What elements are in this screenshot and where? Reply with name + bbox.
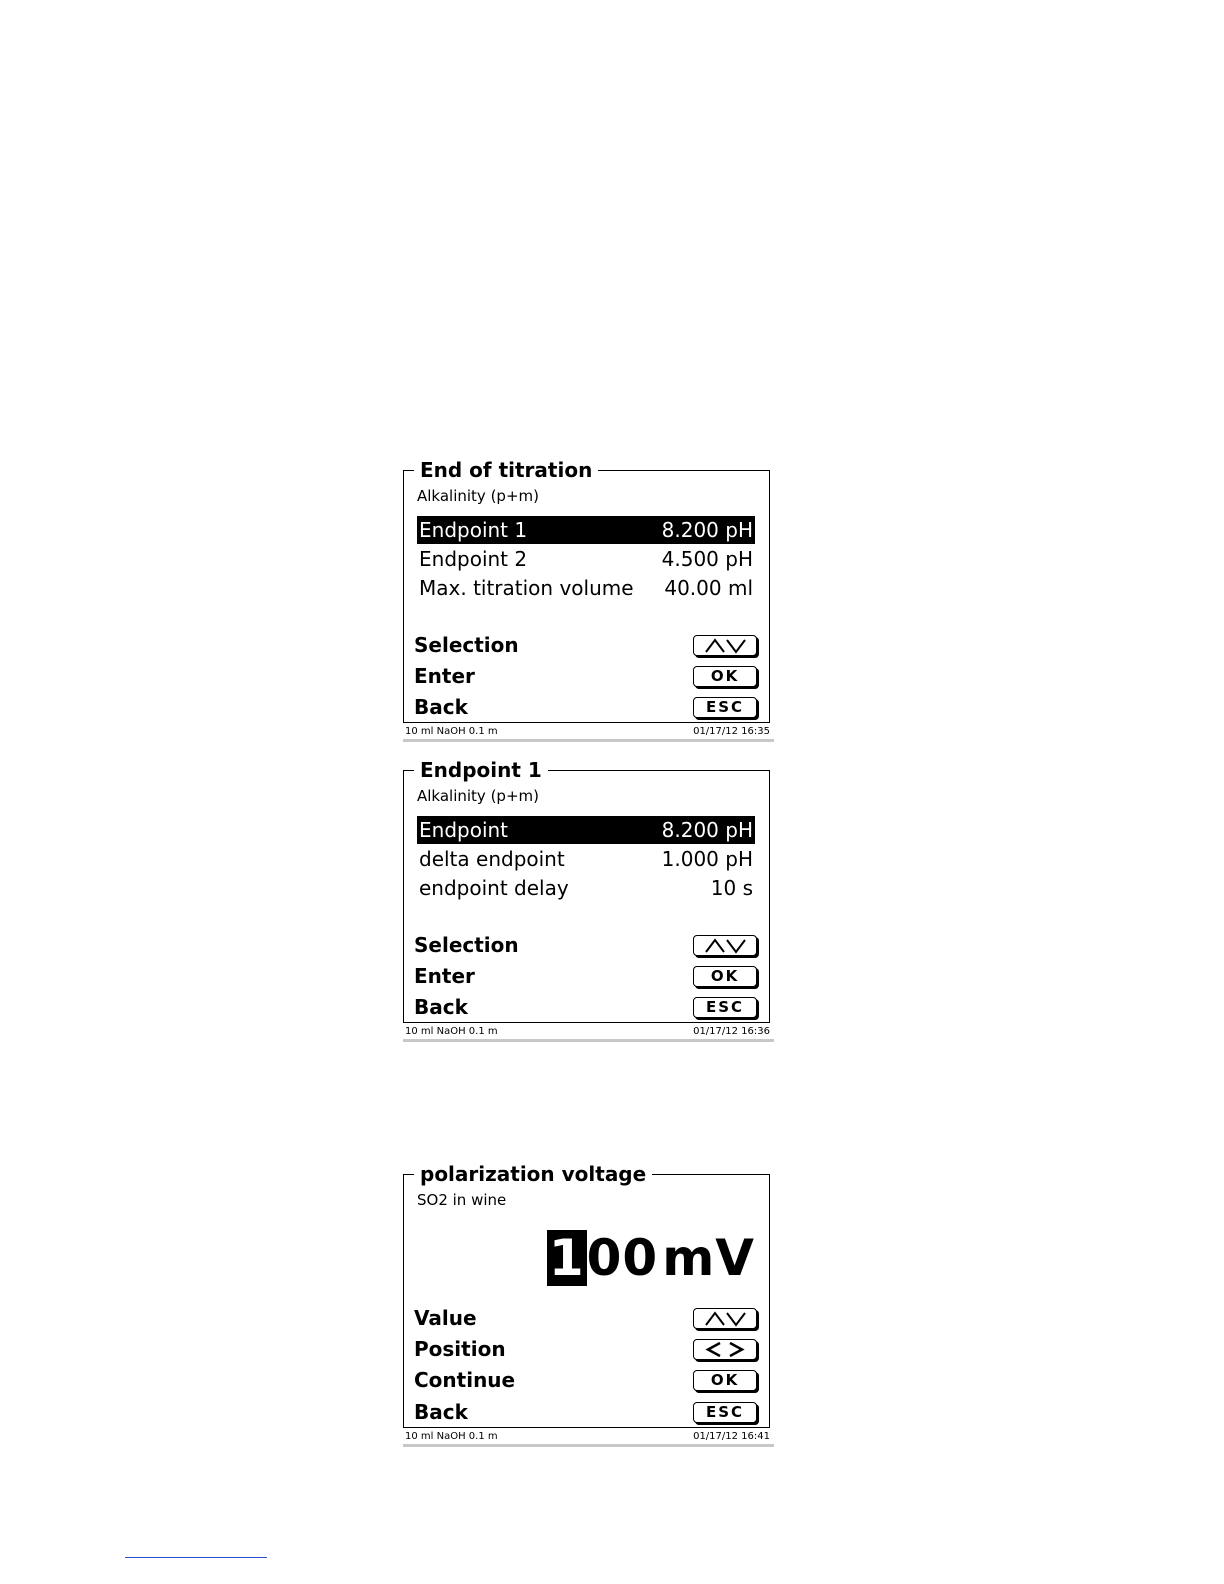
status-reagent: 10 ml NaOH 0.1 m xyxy=(405,1431,498,1442)
ok-button[interactable]: OK xyxy=(693,1370,757,1391)
status-bar xyxy=(403,1430,774,1447)
param-label: endpoint delay xyxy=(419,876,569,900)
up-down-button[interactable] xyxy=(693,635,757,656)
up-down-arrows-icon xyxy=(700,1310,750,1327)
esc-button[interactable]: ESC xyxy=(693,1402,757,1423)
param-value: 1.000 pH xyxy=(661,847,753,871)
status-datetime: 01/17/12 16:36 xyxy=(693,1026,770,1037)
status-reagent: 10 ml NaOH 0.1 m xyxy=(405,1026,498,1037)
status-datetime: 01/17/12 16:41 xyxy=(693,1431,770,1442)
key-label-enter: Enter xyxy=(414,664,475,688)
key-label-value: Value xyxy=(414,1306,477,1330)
key-label-back: Back xyxy=(414,695,468,719)
key-label-position: Position xyxy=(414,1337,506,1361)
param-row-endpoint-2[interactable] xyxy=(417,545,755,573)
esc-button[interactable]: ESC xyxy=(693,997,757,1018)
esc-button[interactable]: ESC xyxy=(693,697,757,718)
key-label-back: Back xyxy=(414,1400,468,1424)
param-row-delta-endpoint[interactable] xyxy=(417,845,755,873)
status-bar xyxy=(403,1025,774,1042)
value-digits: 00 xyxy=(586,1229,659,1287)
up-down-arrows-icon xyxy=(700,637,750,654)
param-value: 10 s xyxy=(710,876,753,900)
ok-button[interactable]: OK xyxy=(693,966,757,987)
dialog-subtitle: Alkalinity (p+m) xyxy=(417,487,539,505)
param-row-endpoint-1[interactable] xyxy=(417,516,755,544)
key-label-enter: Enter xyxy=(414,964,475,988)
param-value: 8.200 pH xyxy=(661,818,753,842)
param-label: Max. titration volume xyxy=(419,576,634,600)
value-unit: mV xyxy=(662,1229,755,1287)
key-label-continue: Continue xyxy=(414,1368,516,1392)
up-down-arrows-icon xyxy=(700,937,750,954)
dialog-panel xyxy=(403,1162,770,1428)
param-row-endpoint-delay[interactable] xyxy=(417,874,755,902)
footnote-separator xyxy=(125,1557,267,1558)
value-editor[interactable] xyxy=(547,1230,755,1286)
up-down-button[interactable] xyxy=(693,935,757,956)
dialog-title: End of titration xyxy=(414,459,598,481)
dialog-subtitle: SO2 in wine xyxy=(417,1191,507,1209)
key-label-selection: Selection xyxy=(414,933,519,957)
dialog-title: Endpoint 1 xyxy=(414,759,548,781)
param-label: Endpoint 1 xyxy=(419,518,528,542)
status-reagent: 10 ml NaOH 0.1 m xyxy=(405,726,498,737)
screen-end-of-titration xyxy=(400,458,774,745)
left-right-button[interactable] xyxy=(693,1339,757,1360)
key-label-back: Back xyxy=(414,995,468,1019)
param-row-endpoint[interactable] xyxy=(417,816,755,844)
dialog-title: polarization voltage xyxy=(414,1163,652,1185)
screen-polarization-voltage xyxy=(400,1162,774,1450)
screen-endpoint-1 xyxy=(400,758,774,1045)
dialog-subtitle: Alkalinity (p+m) xyxy=(417,787,539,805)
param-value: 40.00 ml xyxy=(664,576,753,600)
param-label: delta endpoint xyxy=(419,847,565,871)
param-value: 4.500 pH xyxy=(661,547,753,571)
param-row-max-titration-volume[interactable] xyxy=(417,574,755,602)
dialog-panel xyxy=(403,758,770,1023)
value-cursor-digit[interactable]: 1 xyxy=(548,1229,585,1287)
status-datetime: 01/17/12 16:35 xyxy=(693,726,770,737)
ok-button[interactable]: OK xyxy=(693,666,757,687)
param-value: 8.200 pH xyxy=(661,518,753,542)
status-bar xyxy=(403,725,774,742)
left-right-arrows-icon xyxy=(700,1341,750,1358)
key-label-selection: Selection xyxy=(414,633,519,657)
param-label: Endpoint xyxy=(419,818,509,842)
dialog-panel xyxy=(403,458,770,723)
up-down-button[interactable] xyxy=(693,1308,757,1329)
param-label: Endpoint 2 xyxy=(419,547,528,571)
